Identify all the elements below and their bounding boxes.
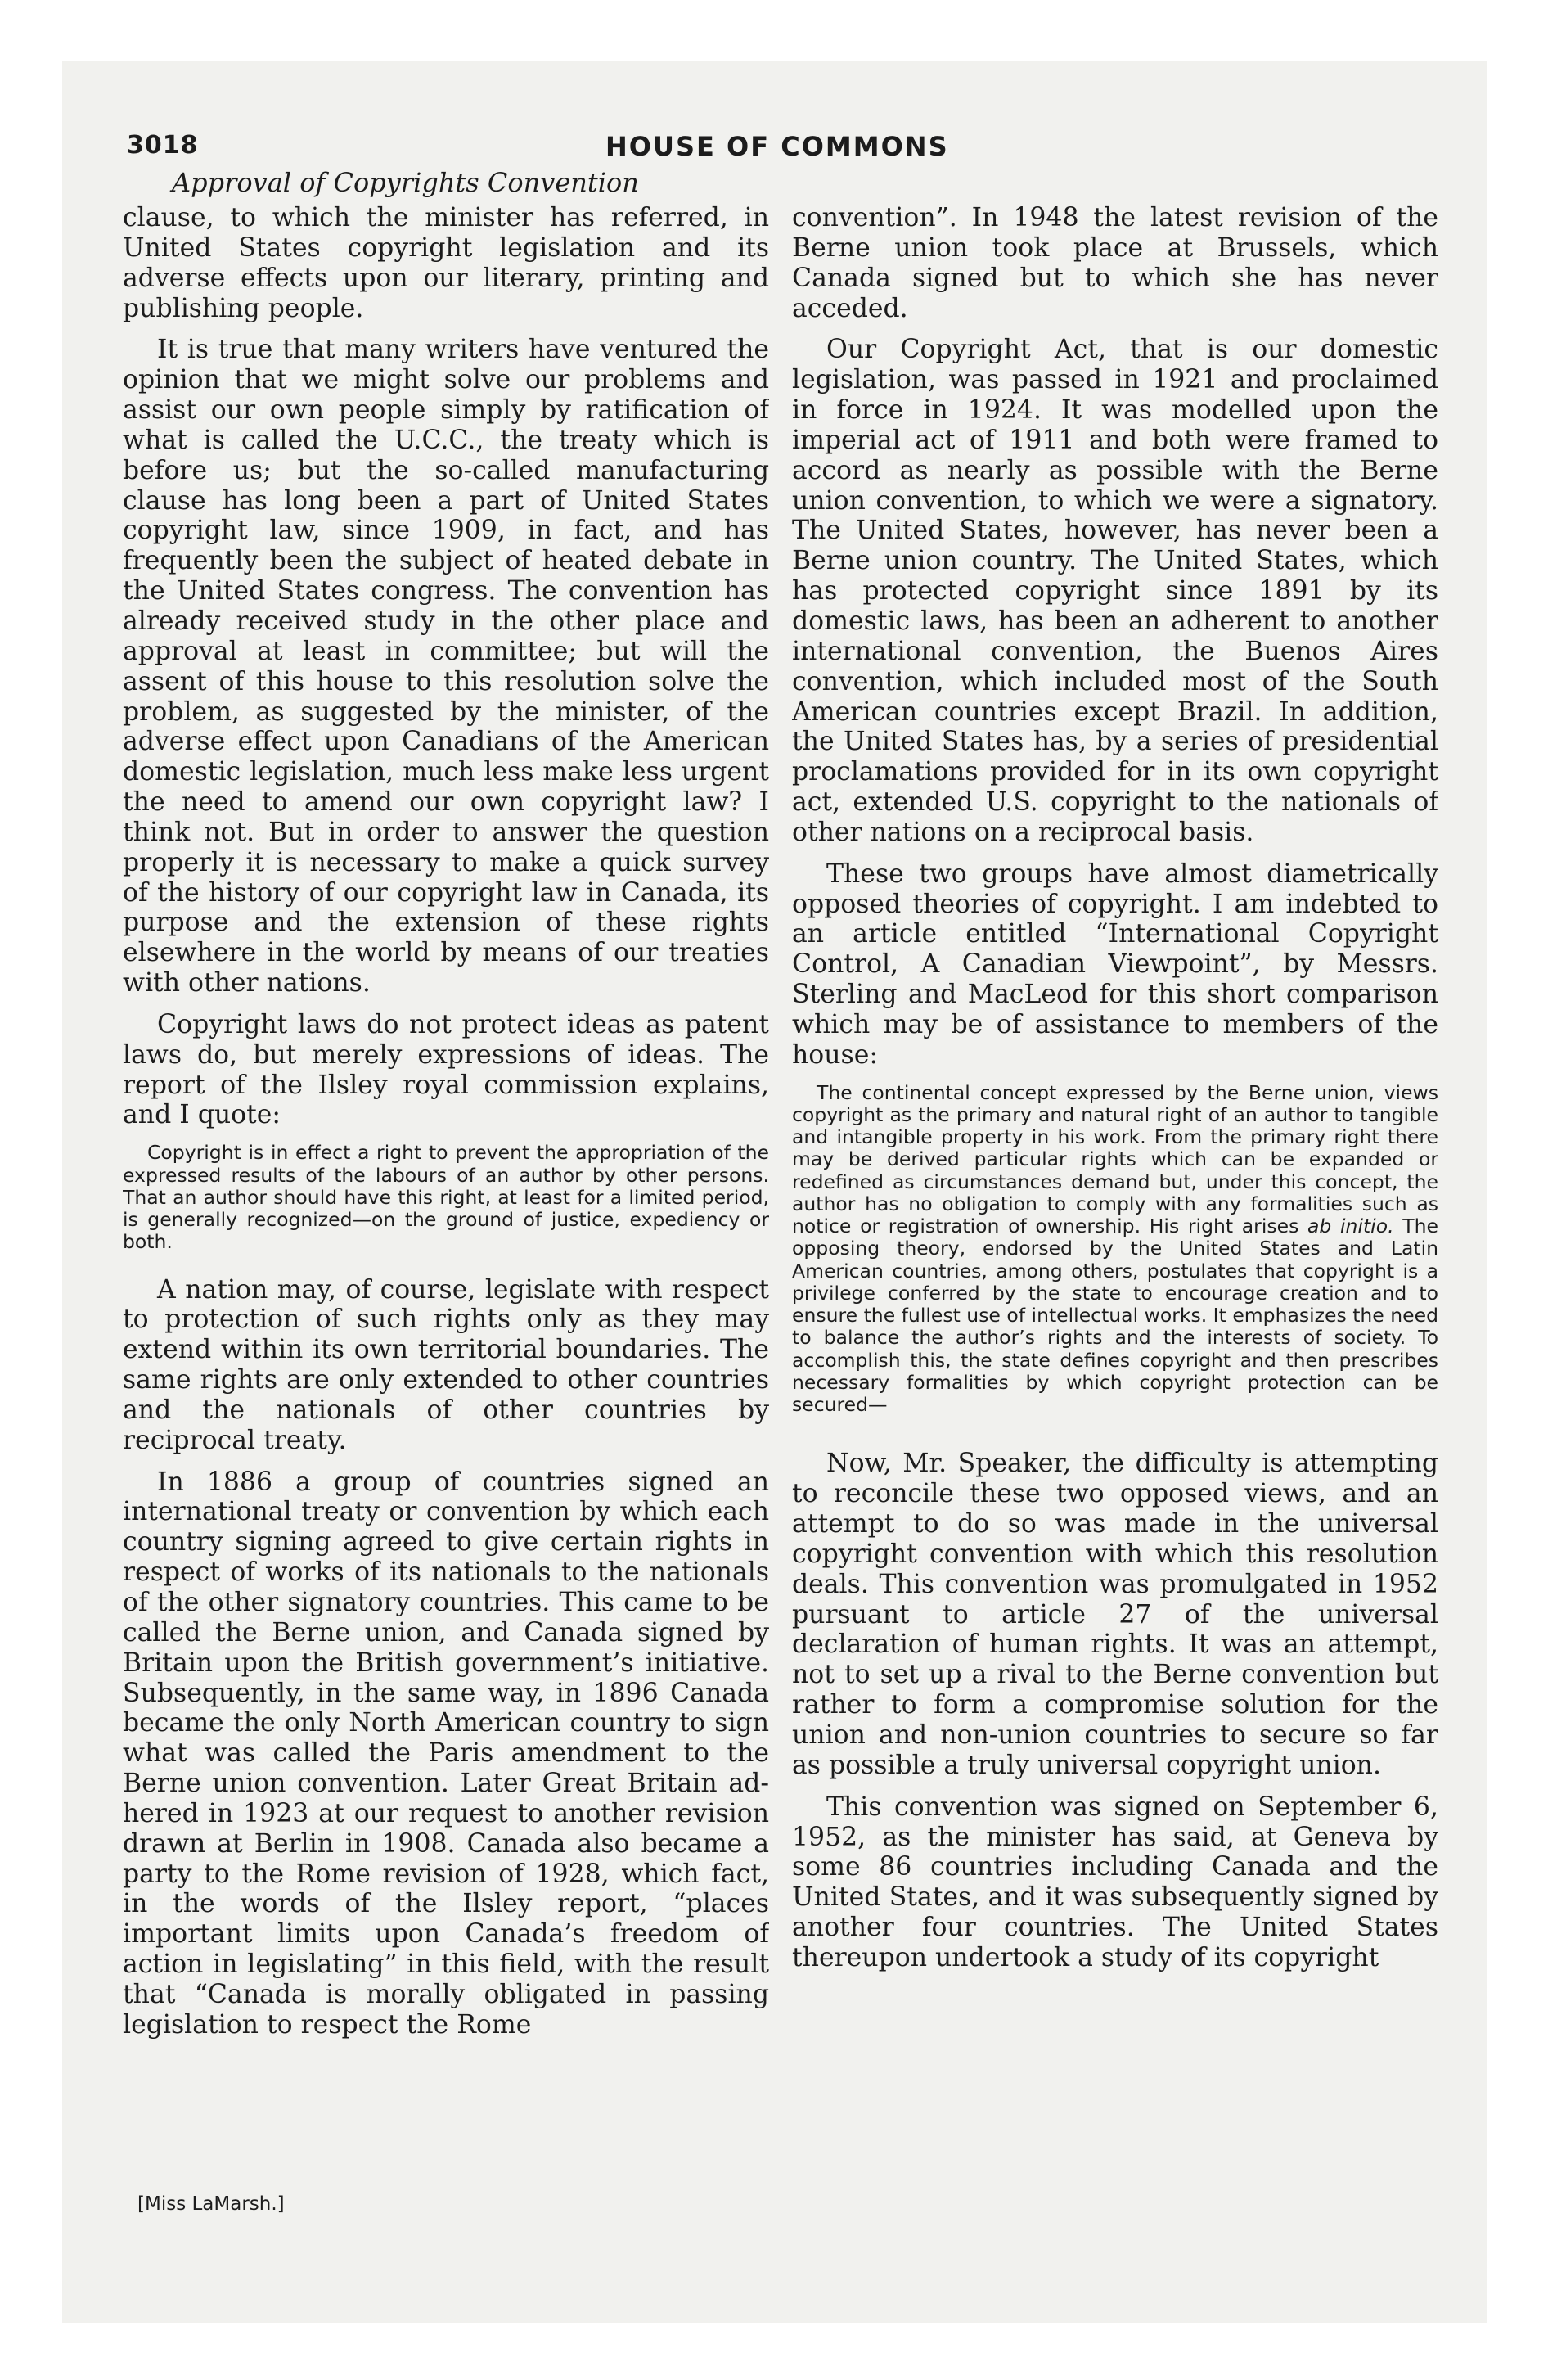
right-quotation: [792, 1082, 1438, 1417]
right-paragraph-1: convention”. In 1948 the latest revision of the Berne union took place at Brussels, which Canada signed but to which she has never acceded.: [792, 203, 1438, 323]
left-paragraph-1: clause, to which the minister has referred, in United States copyright legislation and its adverse effects upon our literary, printing and publishing people.: [123, 203, 769, 323]
right-paragraph-4: Now, Mr. Speaker, the difficulty is attempting to reconcile these two opposed views, and an attempt to do so was made in the universal copyright convention with which this resolution deals. This convention was promulgated in 1952 pursuant to article 27 of the universal declaration of human rights. It was an attempt, not to set up a rival to the Berne convention but rather to form a compromise solution for the union and non-union countries to secure so far as possible a truly universal copyright union.: [792, 1449, 1438, 1780]
right-paragraph-2: Our Copyright Act, that is our domestic legislation, was passed in 1921 and proclaimed in force in 1924. It was modelled upon the imperial act of 1911 and both were framed to accord as nearly as possible with the Berne union convention, to which we were a signatory. The United States, however, has never been a Berne union country. The United States, which has protected copyright since 1891 by its domestic laws, has been an adherent to another international convention, the Buenos Aires convention, which included most of the South American countries except Brazil. In addition, the United States has, by a series of presidential proclamations provided for in its own copyright act, extended U.S. copyright to the nationals of other nations on a reciprocal basis.: [792, 335, 1438, 847]
right-column: [792, 203, 1438, 2200]
left-paragraph-5: In 1886 a group of countries signed an international treaty or convention by which each country signing agreed to give certain rights in respect of works of its nationals to the nationals of the other signatory countries. This came to be called the Berne union, and Canada signed by Britain upon the British government’s initiative. Subsequently, in the same way, in 1896 Canada became the only North American country to sign what was called the Paris amendment to the Berne union convention. Later Great Britain adhered in 1923 at our request to another revision drawn at Berlin in 1908. Canada also became a party to the Rome revision of 1928, which fact, in the words of the Ilsley report, “places important limits upon Canada’s freedom of action in legislating” in this field, with the result that “Canada is morally obligated in passing legislation to respect the Rome: [123, 1467, 769, 2040]
left-paragraph-3: Copyright laws do not protect ideas as patent laws do, but merely expressions of ideas. The report of the Ilsley royal commission explains, and I quote:: [123, 1009, 769, 1130]
left-column: [123, 203, 769, 2200]
right-paragraph-5: This convention was signed on September 6, 1952, as the minister has said, at Geneva by some 86 countries including Canada and the United States, and it was subsequently signed by another four countries. The United States thereupon undertook a study of its copyright: [792, 1792, 1438, 1972]
running-header: HOUSE OF COMMONS: [605, 131, 949, 162]
section-title: Approval of Copyrights Convention: [172, 167, 639, 198]
left-paragraph-4: A nation may, of course, legislate with respect to protection of such rights only as they may extend within its own territorial boundaries. The same rights are only extended to other countries and the nationals of other countries by reciprocal treaty.: [123, 1274, 769, 1455]
right-paragraph-3: These two groups have almost diametrically opposed theories of copyright. I am indebted to an article entitled “International Copyright Control, A Canadian Viewpoint”, by Messrs. Sterling and MacLeod for this short comparison which may be of assistance to members of the house:: [792, 859, 1438, 1070]
right-quotation-part-2: The opposing theory, endorsed by the United States and Latin American countries, among others, postulates that copyright is a privilege conferred by the state to encourage creation and to ensure the fullest use of intellectual works. It emphasizes the need to balance the author’s rights and the interests of society. To accomplish this, the state defines copyright and then prescribes necessary formalities by which copyright protection can be secured—: [792, 1215, 1438, 1417]
left-quotation: Copyright is in effect a right to prevent the appropriation of the expressed results of the labours of an author by other persons. That an author should have this right, at least for a limited period, is generally recognized—on the ground of justice, expediency or both.: [123, 1141, 769, 1254]
page-number: 3018: [127, 131, 199, 160]
speaker-attribution: [Miss LaMarsh.]: [137, 2193, 285, 2215]
right-quotation-part-1: The continental concept expressed by the Berne union, views copyright as the primary and natural right of an author to tangible and intangible property in his work. From the primary right there may be derived particular rights which can be expanded or redefined as circumstances demand but, under this concept, the author has no obligation to comply with any formalities such as notice or registration of ownership. His right arises: [792, 1080, 1438, 1238]
right-quotation-italic: ab initio.: [1307, 1215, 1394, 1238]
left-paragraph-2: It is true that many writers have ventured the opinion that we might solve our problems and assist our own people simply by ratification of what is called the U.C.C., the treaty which is before us; but the so-called manufacturing clause has long been a part of United States copyright law, since 1909, in fact, and has frequently been the subject of heated debate in the United States congress. The convention has already received study in the other place and approval at least in committee; but will the assent of this house to this resolution solve the problem, as suggested by the minister, of the adverse effect upon Canadians of the American domestic legislation, much less make less urgent the need to amend our own copyright law? I think not. But in order to answer the question properly it is necessary to make a quick survey of the history of our copyright law in Canada, its purpose and the extension of these rights elsewhere in the world by means of our treaties with other nations.: [123, 335, 769, 998]
